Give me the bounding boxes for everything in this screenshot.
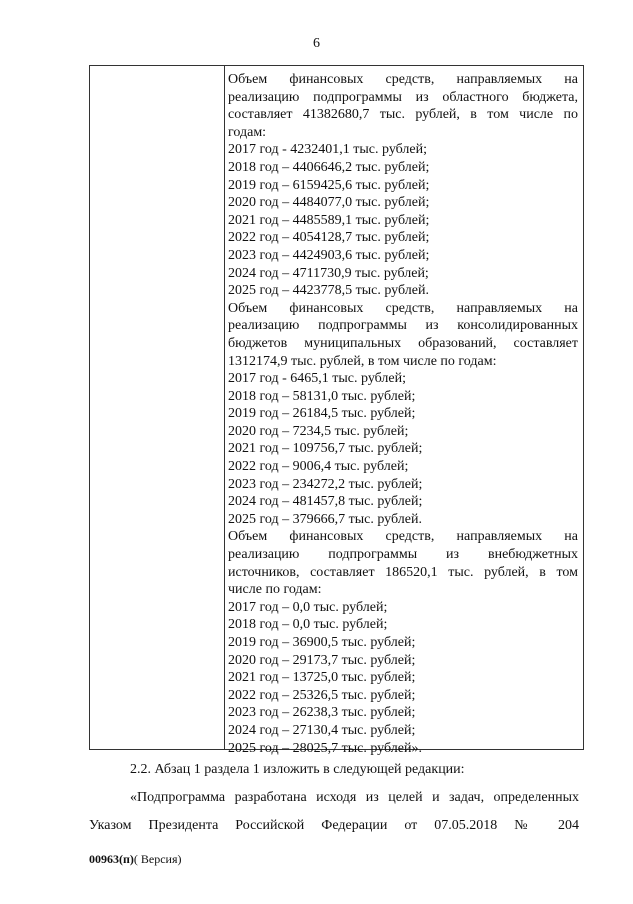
table-line: 2020 год – 4484077,0 тыс. рублей; <box>228 195 430 211</box>
table-line: 2017 год - 6465,1 тыс. рублей; <box>228 371 407 387</box>
table-line: 2021 год – 13725,0 тыс. рублей; <box>228 670 416 686</box>
table-line: 2022 год – 9006,4 тыс. рублей; <box>228 459 409 475</box>
table-line: 2021 год – 4485589,1 тыс. рублей; <box>228 212 430 228</box>
footer-version: ( Версия) <box>133 852 182 866</box>
table-line: реализацию подпрограммы из внебюджетных <box>228 547 578 563</box>
table-line: Объем финансовых средств, направляемых на <box>228 300 578 316</box>
paragraph-decree-ref: Указом Президента Российской Федерации от 07.05.2018 № 204 <box>89 818 579 833</box>
table-line: 2018 год – 4406646,2 тыс. рублей; <box>228 159 430 175</box>
table-line: 2018 год – 58131,0 тыс. рублей; <box>228 388 416 404</box>
footer-code: 00963(п) <box>89 852 134 866</box>
page-number: 6 <box>313 36 320 51</box>
table-line: Объем финансовых средств, направляемых на <box>228 529 578 545</box>
table-line: составляет 41382680,7 тыс. рублей, в том числе по <box>228 107 578 123</box>
table-line: 2024 год – 481457,8 тыс. рублей; <box>228 494 423 510</box>
paragraph-section-edit: 2.2. Абзац 1 раздела 1 изложить в следующей редакции: <box>130 762 465 777</box>
table-line: 2024 год – 27130,4 тыс. рублей; <box>228 722 416 738</box>
table-line: 2021 год – 109756,7 тыс. рублей; <box>228 441 423 457</box>
table-line: 2024 год – 4711730,9 тыс. рублей; <box>228 265 429 281</box>
table-line: 2019 год – 26184,5 тыс. рублей; <box>228 406 416 422</box>
table-line: реализацию подпрограммы из консолидированных <box>228 318 578 334</box>
table-line: 2023 год – 26238,3 тыс. рублей; <box>228 705 416 721</box>
table-line: 2025 год – 379666,7 тыс. рублей. <box>228 511 422 527</box>
table-line: 2025 год – 4423778,5 тыс. рублей. <box>228 283 429 299</box>
table-line: 2022 год – 25326,5 тыс. рублей; <box>228 687 416 703</box>
table-column-divider <box>224 66 225 749</box>
table-line: 2020 год – 7234,5 тыс. рублей; <box>228 423 409 439</box>
table-line: 2022 год – 4054128,7 тыс. рублей; <box>228 230 430 246</box>
table-line: 2023 год – 4424903,6 тыс. рублей; <box>228 247 430 263</box>
table-line: реализацию подпрограммы из областного бюджета, <box>228 89 578 105</box>
table-line: 1312174,9 тыс. рублей, в том числе по годам: <box>228 353 497 369</box>
table-line: 2019 год – 6159425,6 тыс. рублей; <box>228 177 430 193</box>
table-line: годам: <box>228 124 267 140</box>
table-line: бюджетов муниципальных образований, составляет <box>228 335 578 351</box>
table-line: 2019 год – 36900,5 тыс. рублей; <box>228 635 416 650</box>
table-content-cell <box>228 71 578 757</box>
budget-table <box>89 65 584 756</box>
table-line: числе по годам: <box>228 582 322 598</box>
table-line: Объем финансовых средств, направляемых на <box>228 72 578 87</box>
paragraph-quote-start: «Подпрограмма разработана исходя из целей и задач, определенных <box>130 790 579 805</box>
table-line: 2017 год – 0,0 тыс. рублей; <box>228 599 388 615</box>
footer <box>89 852 182 867</box>
table-line: 2025 год – 28025,7 тыс. рублей». <box>228 740 422 756</box>
table-line: источников, составляет 186520,1 тыс. рублей, в том <box>228 564 578 580</box>
table-line: 2020 год – 29173,7 тыс. рублей; <box>228 652 416 668</box>
table-line: 2018 год – 0,0 тыс. рублей; <box>228 617 388 633</box>
table-line: 2017 год - 4232401,1 тыс. рублей; <box>228 142 428 158</box>
table-line: 2023 год – 234272,2 тыс. рублей; <box>228 476 423 492</box>
